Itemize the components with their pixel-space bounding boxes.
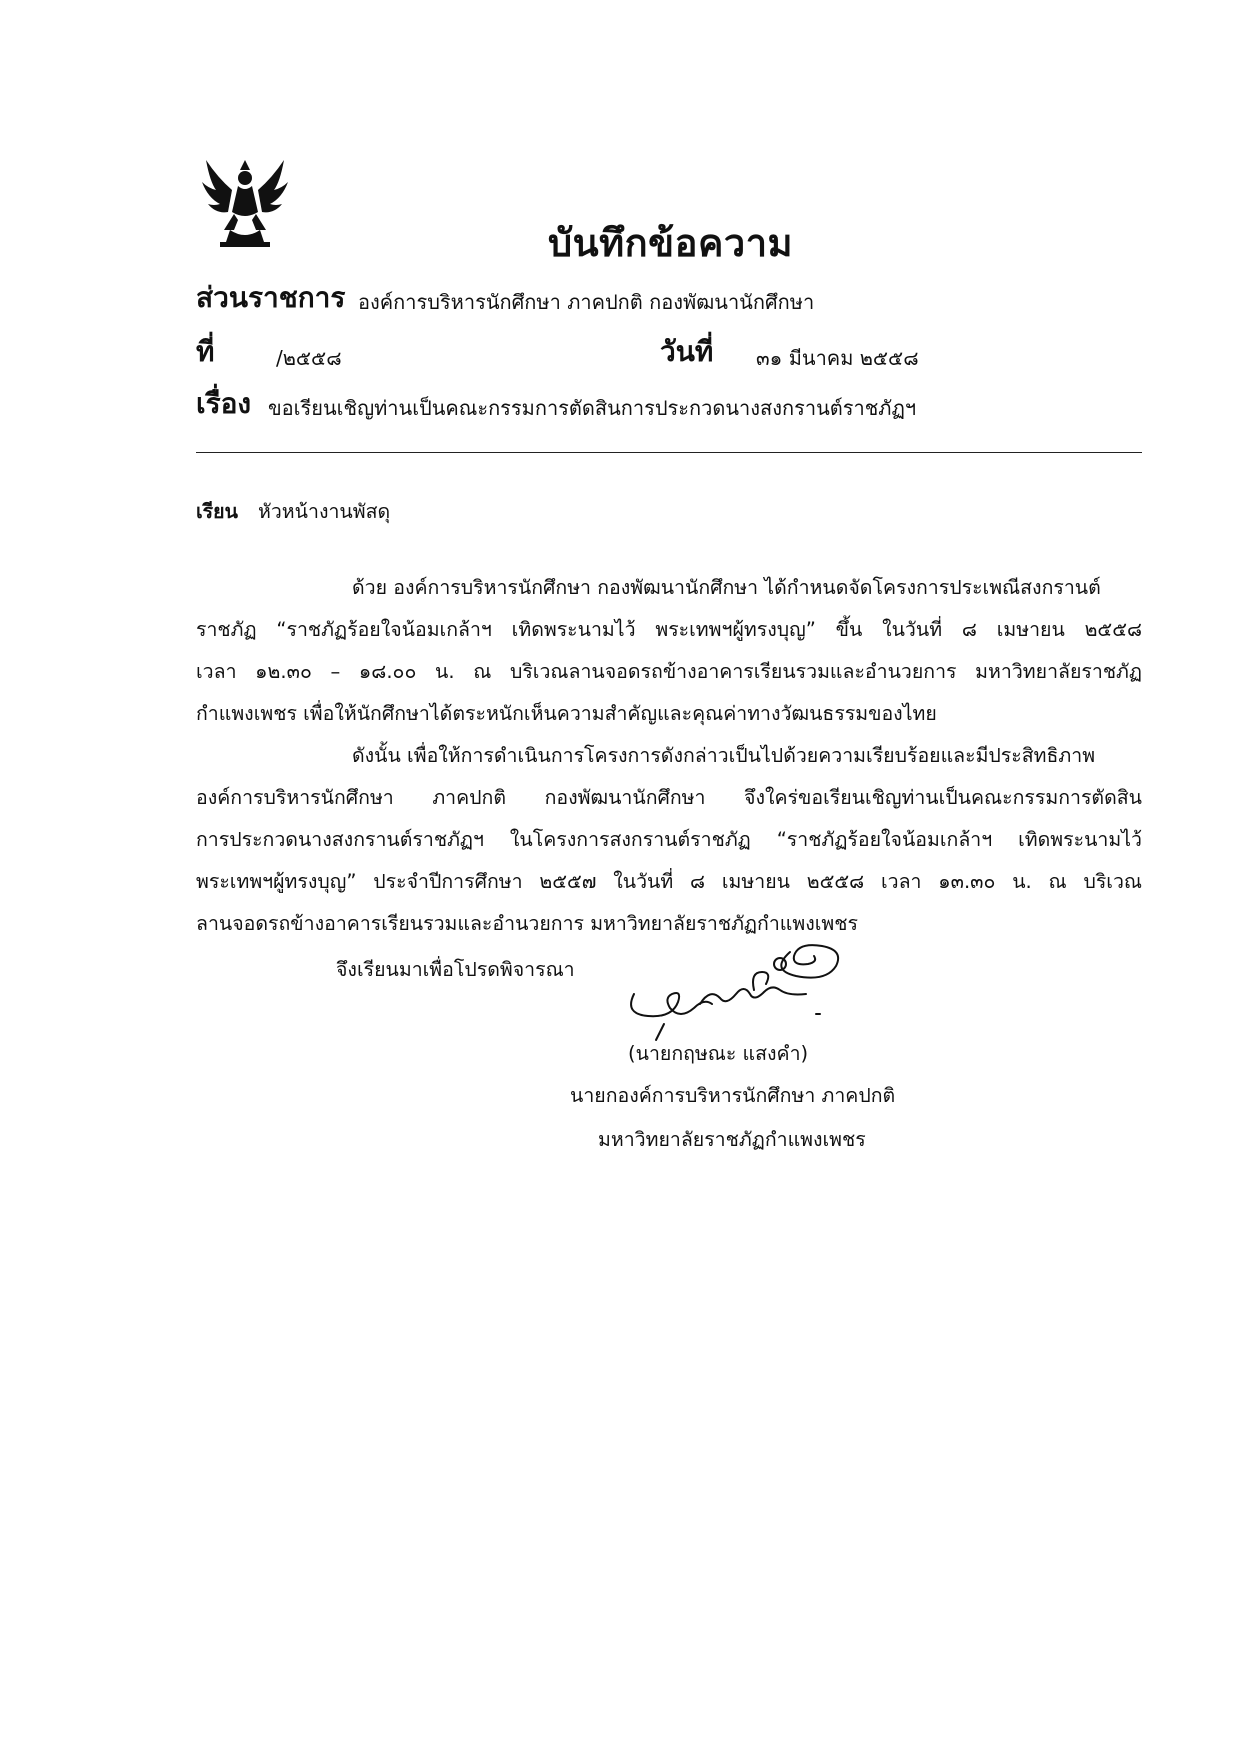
paragraph-1-line: ด้วย องค์การบริหารนักศึกษา กองพัฒนานักศึกษา ได้กำหนดจัดโครงการประเพณีสงกรานต์ xyxy=(352,576,1101,599)
department-value: องค์การบริหารนักศึกษา ภาคปกติ กองพัฒนานักศึกษา xyxy=(358,290,815,314)
signer-name: (นายกฤษณะ แสงคำ) xyxy=(628,1042,809,1065)
department-label: ส่วนราชการ xyxy=(196,281,346,314)
salutation-value: หัวหน้างานพัสดุ xyxy=(258,500,391,523)
subject-label: เรื่อง xyxy=(196,387,252,420)
garuda-emblem-icon xyxy=(200,156,290,252)
handwritten-signature xyxy=(604,932,854,1042)
paragraph-2-line: ลานจอดรถข้างอาคารเรียนรวมและอำนวยการ มหาวิทยาลัยราชภัฏกำแพงเพชร xyxy=(196,912,858,935)
paragraph-1-line: เวลา ๑๒.๓๐ – ๑๘.๐๐ น. ณ บริเวณลานจอดรถข้างอาคารเรียนรวมและอำนวยการ มหาวิทยาลัยราชภัฏ xyxy=(196,660,1142,683)
paragraph-2-line: ดังนั้น เพื่อให้การดำเนินการโครงการดังกล่าวเป็นไปด้วยความเรียบร้อยและมีประสิทธิภาพ xyxy=(352,744,1096,767)
paragraph-2-line: องค์การบริหารนักศึกษา ภาคปกติ กองพัฒนานักศึกษา จึงใคร่ขอเรียนเชิญท่านเป็นคณะกรรมการตัดสิน xyxy=(196,786,1142,809)
signer-position: นายกองค์การบริหารนักศึกษา ภาคปกติ xyxy=(570,1084,896,1107)
subject-value: ขอเรียนเชิญท่านเป็นคณะกรรมการตัดสินการประกวดนางสงกรานต์ราชภัฏฯ xyxy=(268,396,917,420)
paragraph-2-line: พระเทพฯผู้ทรงบุญ” ประจำปีการศึกษา ๒๕๕๗ ในวันที่ ๘ เมษายน ๒๕๕๘ เวลา ๑๓.๓๐ น. ณ บริเวณ xyxy=(196,870,1143,893)
signer-organization: มหาวิทยาลัยราชภัฏกำแพงเพชร xyxy=(598,1128,866,1151)
salutation-label: เรียน xyxy=(196,500,238,523)
memo-title: บันทึกข้อความ xyxy=(548,221,794,265)
document-number-label: ที่ xyxy=(196,335,215,368)
date-value: ๓๑ มีนาคม ๒๕๕๘ xyxy=(756,346,919,370)
document-number-value: /๒๕๕๘ xyxy=(276,346,342,370)
closing-line: จึงเรียนมาเพื่อโปรดพิจารณา xyxy=(336,958,575,981)
paragraph-1-line: ราชภัฏ “ราชภัฏร้อยใจน้อมเกล้าฯ เทิดพระนามไว้ พระเทพฯผู้ทรงบุญ” ขึ้น ในวันที่ ๘ เมษายน ๒๕๕๘ xyxy=(196,618,1142,641)
paragraph-1-line: กำแพงเพชร เพื่อให้นักศึกษาได้ตระหนักเห็นความสำคัญและคุณค่าทางวัฒนธรรมของไทย xyxy=(196,702,937,725)
header-divider xyxy=(196,452,1142,453)
date-label: วันที่ xyxy=(660,335,714,368)
paragraph-2-line: การประกวดนางสงกรานต์ราชภัฏฯ ในโครงการสงกรานต์ราชภัฏ “ราชภัฏร้อยใจน้อมเกล้าฯ เทิดพระนามไว้ xyxy=(196,828,1142,851)
